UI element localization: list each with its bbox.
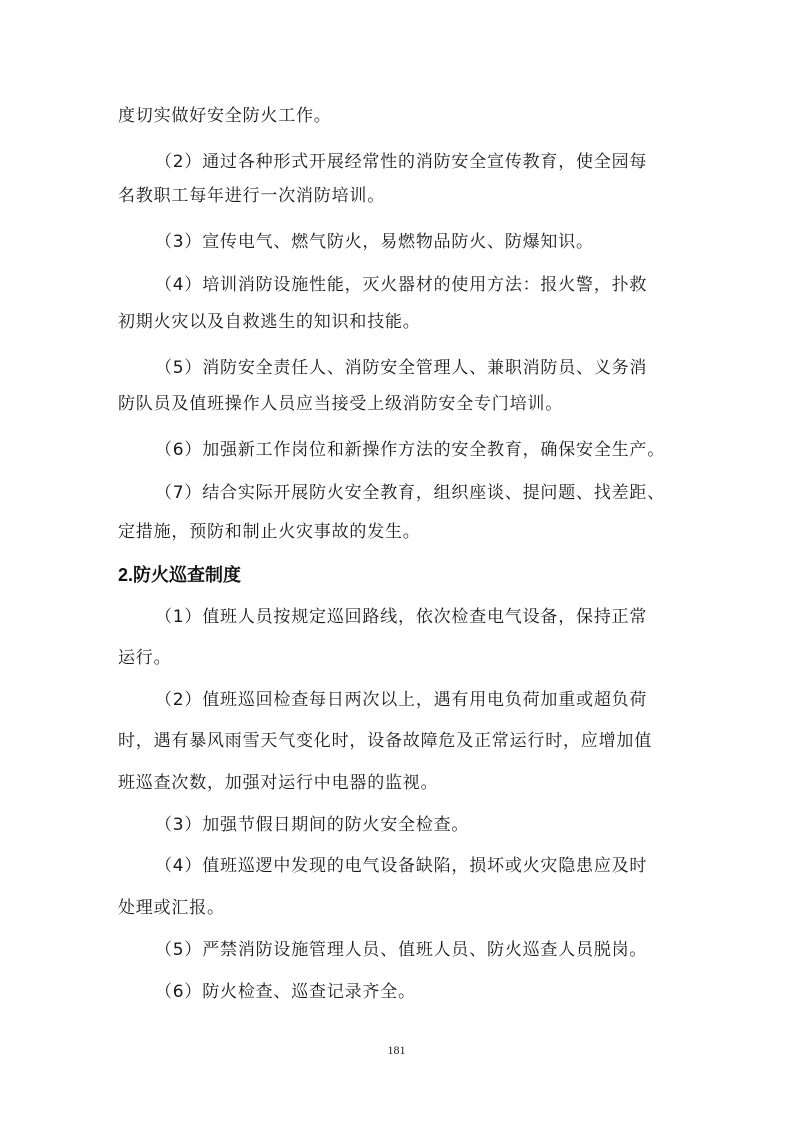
paragraph-line: 名教职工每年进行一次消防培训。 [118, 186, 385, 206]
paragraph-line: （5）消防安全责任人、消防安全管理人、兼职消防员、义务消 [155, 358, 648, 378]
paragraph-line: 处理或汇报。 [118, 898, 225, 918]
paragraph-line: （2）通过各种形式开展经常性的消防安全宣传教育，使全园每 [155, 152, 648, 172]
paragraph-line: 时，遇有暴风雨雪天气变化时，设备故障危及正常运行时，应增加值 [118, 731, 652, 751]
paragraph-line: （4）培训消防设施性能，灭火器材的使用方法：报火警，扑救 [155, 275, 648, 295]
paragraph-line: （6）加强新工作岗位和新操作方法的安全教育，确保安全生产。 [155, 440, 666, 460]
page-number: 181 [387, 1043, 406, 1057]
paragraph-line: （3）宣传电气、燃气防火，易燃物品防火、防爆知识。 [155, 232, 594, 252]
paragraph-line: （3）加强节假日期间的防火安全检查。 [155, 815, 470, 835]
paragraph-line: （7）结合实际开展防火安全教育，组织座谈、提问题、找差距、 [155, 483, 666, 503]
paragraph-line: 运行。 [118, 648, 172, 668]
paragraph-line: 定措施，预防和制止火灾事故的发生。 [118, 522, 421, 542]
paragraph-line: 防队员及值班操作人员应当接受上级消防安全专门培训。 [118, 394, 563, 414]
paragraph-line: 度切实做好安全防火工作。 [118, 106, 332, 126]
paragraph-line: 初期火灾以及自救逃生的知识和技能。 [118, 312, 421, 332]
paragraph-line: （6）防火检查、巡查记录齐全。 [155, 982, 416, 1002]
paragraph-line: （4）值班巡逻中发现的电气设备缺陷，损坏或火灾隐患应及时 [155, 856, 648, 876]
paragraph-line: （1）值班人员按规定巡回路线，依次检查电气设备，保持正常 [155, 607, 648, 627]
paragraph-line: （2）值班巡回检查每日两次以上，遇有用电负荷加重或超负荷 [155, 690, 648, 710]
section-heading: 2.防火巡查制度 [118, 565, 242, 585]
paragraph-line: （5）严禁消防设施管理人员、值班人员、防火巡查人员脱岗。 [155, 940, 648, 960]
paragraph-line: 班巡查次数，加强对运行中电器的监视。 [118, 773, 439, 793]
